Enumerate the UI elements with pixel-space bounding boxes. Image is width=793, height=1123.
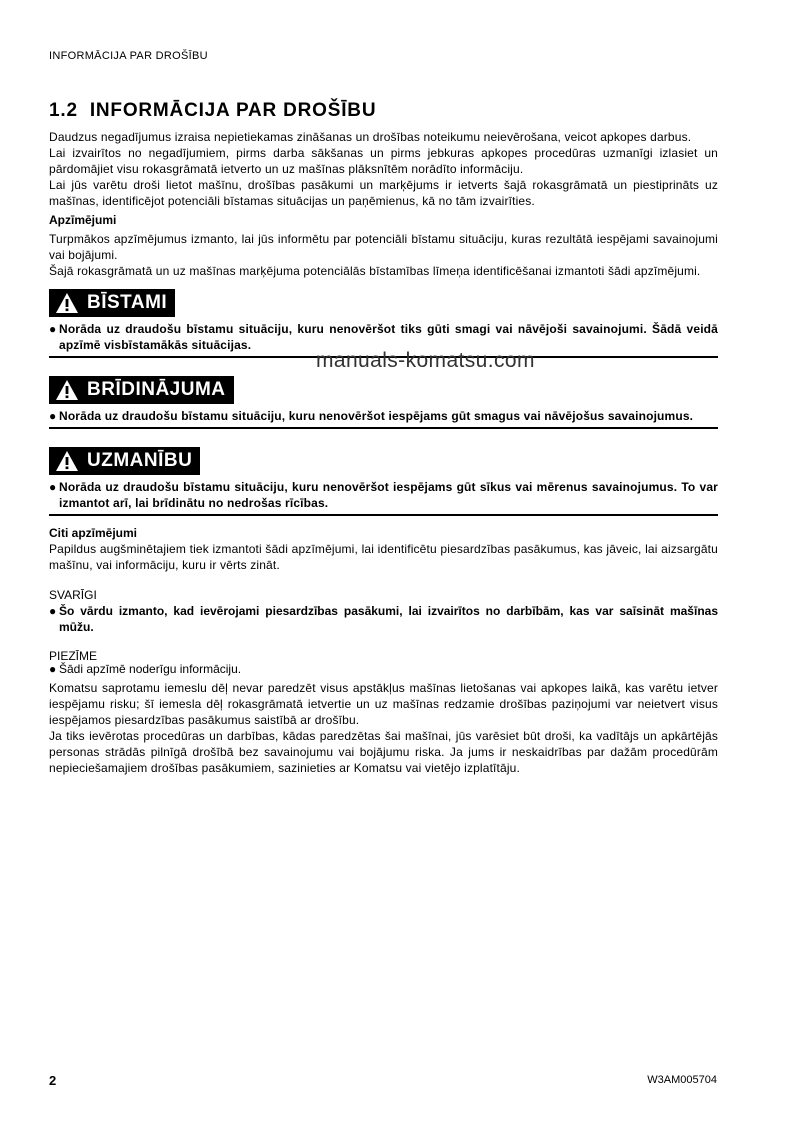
note-text: Šādi apzīmē noderīgu informāciju. <box>59 662 242 676</box>
bullet-icon: ● <box>49 480 57 494</box>
warning-divider <box>49 427 718 429</box>
caution-block <box>49 447 718 516</box>
note-heading: PIEZĪME <box>49 649 98 663</box>
caution-text <box>49 479 718 511</box>
bullet-icon: ● <box>49 604 57 618</box>
important-heading: SVARĪGI <box>49 588 97 602</box>
other-symbols-text: Papildus augšminētajiem tiek izmantoti šādi apzīmējumi, lai identificētu piesardzības pasākumus, kas jāveic, lai aizsargātu mašīnu, vai informāciju, kuru ir vērts zināt. <box>49 542 718 572</box>
danger-block <box>49 289 718 358</box>
warning-block <box>49 376 718 429</box>
intro-paragraph: Lai jūs varētu droši lietot mašīnu, drošības pasākumi un marķējums ir ietverts šajā rokasgrāmatā un piestiprināts uz mašīnas, identificējot potenciāli bīstamas situācijas un paņēmienus, kā no tām izvairīties. <box>49 178 718 208</box>
caution-divider <box>49 514 718 516</box>
note-item <box>49 661 718 677</box>
watermark: manuals-komatsu.com <box>316 349 535 372</box>
intro-paragraph: Daudzus negadījumus izraisa nepietiekamas zināšanas un drošības noteikumu neievērošana, veicot apkopes darbus. <box>49 130 692 144</box>
warning-text-content: Norāda uz draudošu bīstamu situāciju, kuru nenovēršot iespējams gūt smagus vai nāvējošus savainojumus. <box>59 409 694 423</box>
warning-text <box>49 408 718 424</box>
important-item <box>49 603 718 635</box>
warning-triangle-icon <box>55 379 79 401</box>
document-code: W3AM005704 <box>647 1074 717 1086</box>
warning-triangle-icon <box>55 292 79 314</box>
bullet-icon: ● <box>49 322 57 336</box>
caution-label-text: UZMANĪBU <box>87 450 193 471</box>
symbols-heading: Apzīmējumi <box>49 213 117 227</box>
bullet-icon: ● <box>49 662 57 676</box>
section-number: 1.2 <box>49 100 78 121</box>
other-symbols-heading: Citi apzīmējumi <box>49 526 138 540</box>
page-content <box>49 100 718 776</box>
running-head: INFORMĀCIJA PAR DROŠĪBU <box>49 50 208 62</box>
closing-paragraph: Komatsu saprotamu iemeslu dēļ nevar paredzēt visus apstākļus mašīnas lietošanas vai apkopes laikā, kas varētu ietver iespējamu risku; šī iemesla dēļ rokasgrāmatā ietvertie un uz mašīnas redzamie drošības paziņojumi var neietvert visus iespējamos piesardzības pasākumus saistībā ar drošību. <box>49 681 718 727</box>
intro-paragraph: Lai izvairītos no negadījumiem, pirms darba sākšanas un pirms jebkuras apkopes procedūras uzmanīgi izlasiet un pārdomājiet visu rokasgrāmatā ietverto un uz mašīnas plāksnītēm norādīto informāciju. <box>49 146 718 176</box>
danger-text-content: Norāda uz draudošu bīstamu situāciju, kuru nenovēršot tiks gūti smagi vai nāvējoši savainojumi. Šādā veidā apzīmē visbīstamākās situācijas. <box>59 322 718 352</box>
symbols-paragraph: Šajā rokasgrāmatā un uz mašīnas marķējuma potenciālās bīstamības līmeņa identificēšanai izmantoti šādi apzīmējumi. <box>49 264 701 278</box>
bullet-icon: ● <box>49 409 57 423</box>
closing-paragraph: Ja tiks ievērotas procedūras un darbības, kādas paredzētas šai mašīnai, jūs varēsiet būt droši, ka vadītājs un apkārtējās personas strādās pilnīgā drošībā bez savainojumu vai bojājumu riska. Ja jums ir neskaidrības par dažām procedūrām nepieciešamajiem drošības pasākumiem, sazinieties ar Komatsu vai vietējo izplatītāju. <box>49 729 718 775</box>
section-title <box>49 100 718 122</box>
important-text: Šo vārdu izmanto, kad ievērojami piesardzības pasākumi, lai izvairītos no darbībām, kas var saīsināt mašīnas mūžu. <box>59 604 718 634</box>
caution-label <box>49 447 200 475</box>
section-title-text: INFORMĀCIJA PAR DROŠĪBU <box>89 100 377 121</box>
warning-label <box>49 376 234 404</box>
danger-label <box>49 289 175 317</box>
page-number: 2 <box>49 1073 57 1088</box>
caution-text-content: Norāda uz draudošu bīstamu situāciju, kuru nenovēršot iespējams gūt sīkus vai mērenus savainojumus. To var izmantot arī, lai brīdinātu no nedrošas rīcības. <box>59 480 718 510</box>
warning-triangle-icon <box>55 450 79 472</box>
symbols-paragraph: Turpmākos apzīmējumus izmanto, lai jūs informētu par potenciāli bīstamu situāciju, kuras rezultātā iespējami savainojumi vai bojājumi. <box>49 232 718 262</box>
warning-label-text: BRĪDINĀJUMA <box>87 379 226 400</box>
danger-label-text: BĪSTAMI <box>87 292 168 313</box>
